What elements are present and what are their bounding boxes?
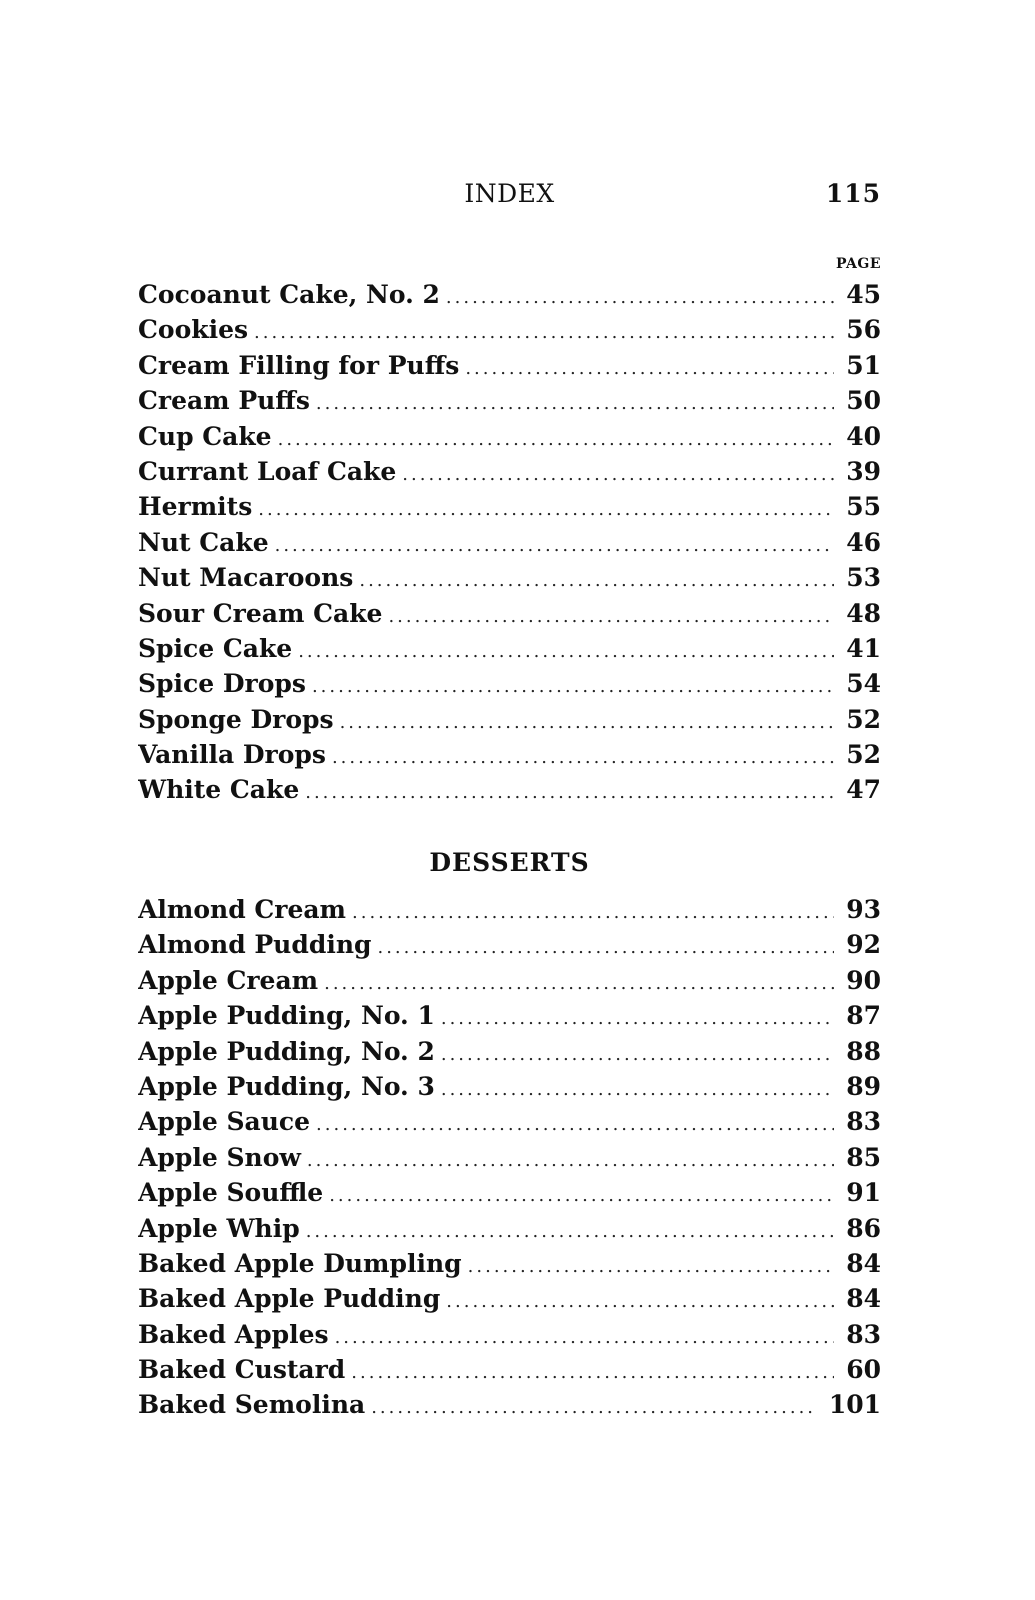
entry-page: 86: [846, 1213, 881, 1243]
dot-leader: [441, 1037, 834, 1069]
entry-page: 92: [846, 930, 881, 960]
entry-name: Baked Semolina: [138, 1390, 366, 1420]
dot-leader: [352, 895, 834, 927]
dot-leader: [446, 1284, 834, 1316]
entry-name: Apple Pudding, No. 2: [138, 1036, 435, 1066]
dot-leader: [316, 386, 834, 418]
index-entry: [138, 454, 881, 489]
entry-page: 48: [846, 598, 881, 628]
entry-name: Almond Cream: [138, 895, 347, 924]
index-entry: [138, 666, 881, 701]
index-entry: [138, 1317, 881, 1352]
entry-page: 56: [846, 315, 881, 345]
index-entry: [138, 1069, 881, 1104]
dot-leader: [258, 492, 834, 524]
index-entry: [138, 1140, 881, 1175]
index-entry: [138, 560, 881, 595]
entry-name: Vanilla Drops: [138, 740, 326, 770]
entry-name: Baked Apple Pudding: [138, 1284, 441, 1314]
entry-name: Cookies: [138, 315, 249, 345]
page-number: 115: [825, 179, 881, 208]
entry-page: 50: [846, 386, 881, 416]
dot-leader: [441, 1001, 834, 1033]
index-entry: [138, 419, 881, 454]
entry-name: Apple Pudding, No. 3: [138, 1071, 435, 1101]
entry-page: 55: [846, 492, 881, 522]
entry-name: Apple Souffle: [138, 1178, 324, 1208]
running-head: [138, 176, 881, 212]
entry-page: 52: [846, 740, 881, 770]
dot-leader: [275, 528, 835, 560]
entry-page: 93: [846, 895, 881, 924]
index-entry: [138, 277, 881, 312]
entry-name: Apple Pudding, No. 1: [138, 1001, 435, 1031]
dot-leader: [332, 740, 834, 772]
dot-leader: [316, 1107, 834, 1139]
dot-leader: [359, 563, 834, 595]
entry-name: Currant Loaf Cake: [138, 456, 397, 486]
dot-leader: [306, 1214, 835, 1246]
entry-name: Spice Drops: [138, 669, 306, 699]
entry-page: 89: [846, 1071, 881, 1101]
entry-page: 85: [846, 1142, 881, 1172]
index-entry: [138, 1281, 881, 1316]
entry-name: Cocoanut Cake, No. 2: [138, 280, 440, 309]
dot-leader: [468, 1249, 835, 1281]
entry-name: Cream Filling for Puffs: [138, 350, 460, 380]
index-entry: [138, 1387, 881, 1422]
entry-name: Spice Cake: [138, 633, 293, 663]
entry-page: 39: [846, 456, 881, 486]
entry-page: 53: [846, 563, 881, 593]
dot-leader: [307, 1143, 834, 1175]
index-entry: [138, 489, 881, 524]
entry-page: 41: [846, 633, 881, 663]
index-entry: [138, 383, 881, 418]
index-entry: [138, 1352, 881, 1387]
entry-page: 84: [846, 1284, 881, 1314]
dot-leader: [371, 1390, 817, 1422]
entry-name: White Cake: [138, 775, 300, 805]
index-entry: [138, 596, 881, 631]
cakes-index-list: [138, 277, 881, 808]
entry-page: 83: [846, 1107, 881, 1137]
index-entry: [138, 1034, 881, 1069]
entry-name: Nut Macaroons: [138, 563, 354, 593]
entry-name: Baked Apple Dumpling: [138, 1248, 462, 1278]
entry-page: 47: [846, 775, 881, 805]
dot-leader: [324, 966, 834, 998]
entry-name: Apple Whip: [138, 1213, 300, 1243]
entry-page: 88: [846, 1036, 881, 1066]
index-entry: [138, 348, 881, 383]
entry-name: Apple Cream: [138, 965, 319, 995]
index-entry: [138, 963, 881, 998]
dot-leader: [298, 634, 834, 666]
index-entry: [138, 772, 881, 807]
index-entry: [138, 927, 881, 962]
index-entry: [138, 1211, 881, 1246]
entry-page: 52: [846, 704, 881, 734]
dot-leader: [446, 280, 834, 312]
dot-leader: [312, 669, 834, 701]
dot-leader: [351, 1355, 834, 1387]
entry-page: 87: [846, 1001, 881, 1031]
dot-leader: [340, 705, 835, 737]
index-entry: [138, 1175, 881, 1210]
entry-name: Nut Cake: [138, 527, 269, 557]
entry-name: Apple Snow: [138, 1142, 301, 1172]
entry-page: 46: [846, 527, 881, 557]
dot-leader: [278, 422, 835, 454]
index-entry: [138, 525, 881, 560]
dot-leader: [441, 1072, 834, 1104]
page-column-label: PAGE: [836, 256, 881, 272]
index-entry: [138, 702, 881, 737]
index-entry: [138, 312, 881, 347]
entry-name: Cream Puffs: [138, 386, 310, 416]
index-entry: [138, 1104, 881, 1139]
entry-page: 91: [846, 1178, 881, 1208]
desserts-index-list: [138, 892, 881, 1423]
page-title: INDEX: [464, 179, 555, 208]
entry-name: Apple Sauce: [138, 1107, 311, 1137]
entry-page: 40: [846, 421, 881, 451]
entry-page: 84: [846, 1248, 881, 1278]
entry-name: Hermits: [138, 492, 253, 522]
entry-name: Almond Pudding: [138, 930, 372, 960]
entry-name: Baked Custard: [138, 1355, 346, 1385]
entry-name: Sponge Drops: [138, 704, 334, 734]
entry-name: Cup Cake: [138, 421, 272, 451]
dot-leader: [305, 775, 834, 807]
index-entry: [138, 892, 881, 927]
dot-leader: [254, 315, 834, 347]
index-entry: [138, 737, 881, 772]
dot-leader: [465, 351, 834, 383]
entry-page: 90: [846, 965, 881, 995]
entry-page: 51: [846, 350, 881, 380]
dot-leader: [402, 457, 834, 489]
entry-name: Sour Cream Cake: [138, 598, 383, 628]
dot-leader: [377, 930, 834, 962]
entry-page: 83: [846, 1319, 881, 1349]
section-heading-desserts: DESSERTS: [429, 848, 590, 877]
dot-leader: [388, 599, 834, 631]
entry-page: 54: [846, 669, 881, 699]
entry-page: 45: [846, 280, 881, 309]
index-entry: [138, 1246, 881, 1281]
entry-page: 60: [846, 1355, 881, 1385]
dot-leader: [329, 1178, 834, 1210]
entry-name: Baked Apples: [138, 1319, 329, 1349]
index-entry: [138, 998, 881, 1033]
dot-leader: [335, 1320, 835, 1352]
index-entry: [138, 631, 881, 666]
entry-page: 101: [828, 1390, 881, 1420]
